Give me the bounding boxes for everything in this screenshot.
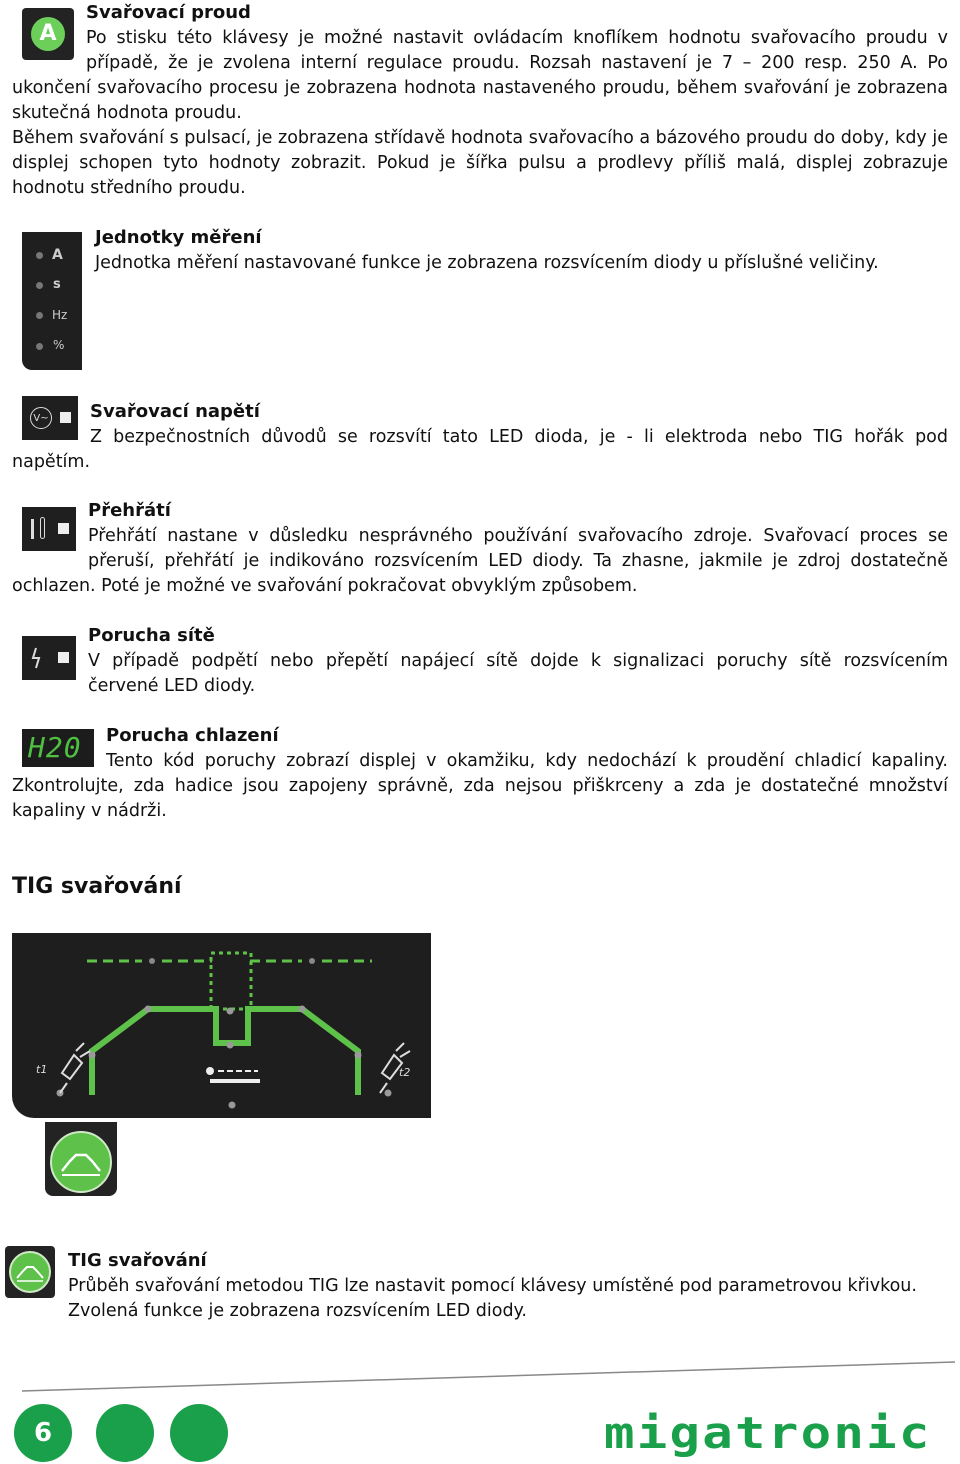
cooling-fault-display bbox=[22, 729, 94, 767]
weld-current-key-icon bbox=[22, 8, 74, 60]
mains-fault-title: Porucha sítě bbox=[88, 625, 215, 646]
cooling-fault-title: Porucha chlazení bbox=[106, 725, 279, 746]
page-number-badge bbox=[14, 1404, 72, 1462]
tig-t2-label: t2 bbox=[399, 1066, 411, 1079]
brand-name: migatronic bbox=[604, 1408, 932, 1459]
tig-curve-icon bbox=[52, 1133, 110, 1191]
weld-current-line2: případě, že je zvolena interní regulace proudu. Rozsah nastavení je 7 – 200 resp. 250 A. Po bbox=[86, 53, 948, 73]
mains-fault-line2: červené LED diody. bbox=[88, 676, 256, 696]
weld-voltage-title: Svařovací napětí bbox=[90, 401, 260, 422]
mains-fault-line1: V případě podpětí nebo přepětí napájecí sítě dojde k signalizaci poruchy sítě rozsvícením bbox=[88, 651, 948, 671]
weld-current-title: Svařovací proud bbox=[86, 2, 251, 23]
unit-label-s: s bbox=[53, 277, 61, 292]
page-number: 6 bbox=[33, 1418, 53, 1448]
tig-curve-graphic bbox=[12, 933, 431, 1118]
weld-voltage-text: napětím. bbox=[12, 452, 91, 472]
cooling-fault-text: Zkontrolujte, zda hadice jsou zapojeny správně, zda nejsou přiškrceny a zda je dostatečné množství kapaliny v nádrži. bbox=[12, 776, 948, 821]
footer-dot-2 bbox=[170, 1404, 228, 1462]
units-text: Jednotka měření nastavované funkce je zobrazena rozsvícením diody u příslušné veličiny. bbox=[95, 253, 879, 273]
mains-fault-led-icon bbox=[22, 636, 76, 680]
unit-label-hz: Hz bbox=[52, 308, 68, 322]
overheat-line2: přeruší, přehřátí je indikováno rozsvícením LED diody. Ta zhasne, jakmile je zdroj dostatečně bbox=[88, 551, 948, 571]
footer-dot-1 bbox=[96, 1404, 154, 1462]
weld-current-pulse-text: Během svařování s pulsací, je zobrazena střídavě hodnota svařovacího a bázového proudu do doby, kdy je displej schopen tyto hodnoty zobrazit. Pokud je šířka pulsu a prodlevy příliš malá, displej zobrazuje hodnotu středního proudu. bbox=[12, 128, 948, 198]
units-led-panel bbox=[22, 232, 82, 370]
weld-current-icon-letter: A bbox=[31, 17, 65, 51]
tig-title: TIG svařování bbox=[68, 1250, 207, 1271]
overheat-line1: Přehřátí nastane v důsledku nesprávného používání svařovacího zdroje. Svařovací proces se bbox=[88, 526, 948, 546]
weld-current-line1: Po stisku této klávesy je možné nastavit ovládacím knoflíkem hodnotu svařovacího proudu v bbox=[86, 28, 948, 48]
overheat-text: ochlazen. Poté je možné ve svařování pokračovat obvyklým způsobem. bbox=[12, 576, 638, 596]
units-title: Jednotky měření bbox=[95, 227, 262, 248]
cooling-fault-line1: Tento kód poruchy zobrazí displej v okamžiku, kdy nedochází k proudění chladicí kapaliny. bbox=[106, 751, 948, 771]
weld-voltage-line1: Z bezpečnostních důvodů se rozsvítí tato LED dioda, je - li elektroda nebo TIG hořák pod bbox=[90, 427, 948, 447]
tig-line2: Zvolená funkce je zobrazena rozsvícením LED diody. bbox=[68, 1301, 527, 1321]
overheat-led-icon bbox=[22, 507, 76, 551]
tig-t1-label: t1 bbox=[36, 1063, 48, 1076]
tig-small-key-icon bbox=[5, 1246, 55, 1298]
tig-section-heading: TIG svařování bbox=[12, 874, 182, 899]
unit-label-a: A bbox=[52, 247, 63, 263]
voltage-icon-symbol: V~ bbox=[30, 407, 52, 429]
migatronic-logo bbox=[604, 1408, 950, 1460]
footer-divider-line bbox=[0, 1355, 960, 1395]
overheat-title: Přehřátí bbox=[88, 500, 171, 521]
tig-key-button[interactable] bbox=[45, 1122, 117, 1196]
unit-label-percent: % bbox=[53, 338, 65, 352]
weld-current-text: ukončení svařovacího procesu je zobrazena hodnota nastaveného proudu, během svařování je zobrazena skutečná hodnota proudu. bbox=[12, 78, 948, 123]
cooling-fault-code: H20 bbox=[28, 731, 82, 764]
tig-parameter-panel bbox=[12, 933, 431, 1118]
voltage-led-icon bbox=[22, 396, 78, 440]
tig-line1: Průběh svařování metodou TIG lze nastavit pomocí klávesy umístěné pod parametrovou křivkou. bbox=[68, 1276, 917, 1296]
